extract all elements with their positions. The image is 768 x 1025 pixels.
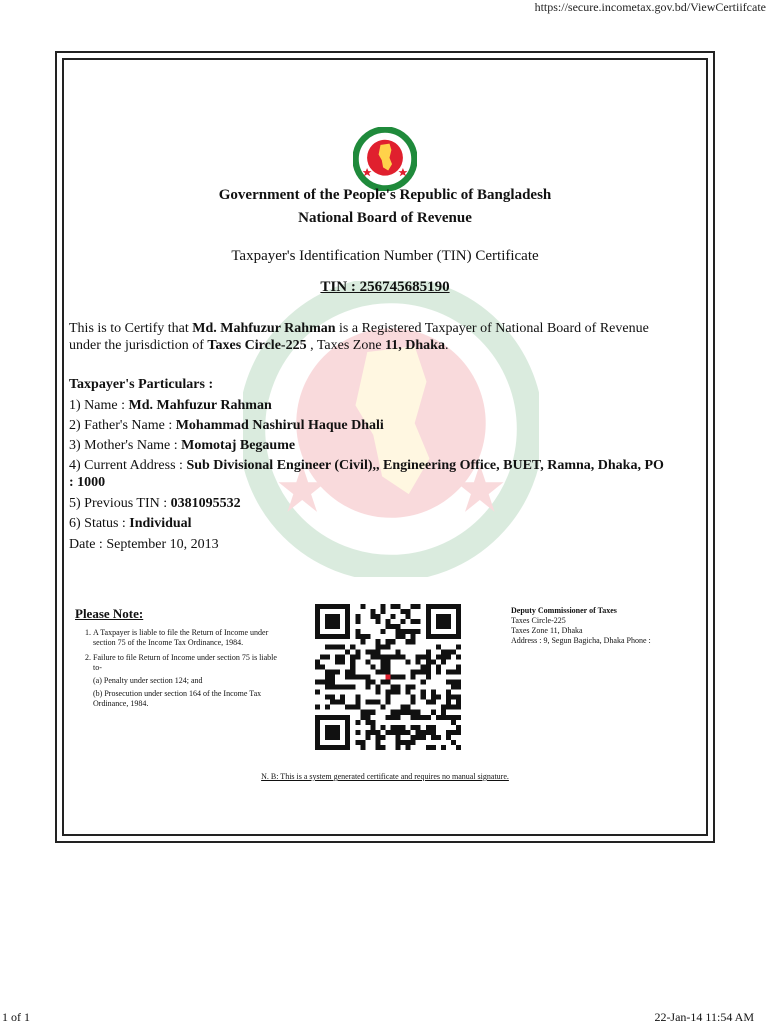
note-item-2a: (a) Penalty under section 124; and (93, 676, 203, 685)
certify-circle: Taxes Circle-225 (207, 338, 307, 353)
certify-zone: 11, Dhaka (385, 338, 445, 353)
certify-text-3: , Taxes Zone (306, 338, 386, 353)
prev-tin-label: 5) Previous TIN : (69, 496, 171, 511)
particular-father (69, 417, 669, 434)
note-heading: Please Note: (75, 606, 144, 621)
name-label: 1) Name : (69, 398, 129, 413)
mother-value: Momotaj Begaume (181, 438, 296, 453)
deputy-commissioner-block (511, 606, 701, 646)
particular-status (69, 515, 669, 532)
certification-statement (69, 320, 669, 354)
prev-tin-value: 0381095532 (170, 496, 241, 511)
name-value: Md. Mahfuzur Rahman (128, 398, 272, 413)
particular-mother (69, 437, 669, 454)
father-label: 2) Father's Name : (69, 418, 176, 433)
status-value: Individual (129, 516, 192, 531)
father-value: Mohammad Nashirul Haque Dhali (175, 418, 384, 433)
note-item-2b: (b) Prosecution under section 164 of the Income Tax Ordinance, 1984. (93, 689, 262, 708)
system-generated-note: N. B: This is a system generated certificate and requires no manual signature. (261, 772, 509, 781)
note-item-1: 1. A Taxpayer is liable to file the Return of Income under section 75 of the Income Tax Ordinance, 1984. (93, 628, 285, 648)
mother-label: 3) Mother's Name : (69, 438, 182, 453)
page-url: https://secure.incometax.gov.bd/ViewCertiifcate (534, 0, 766, 14)
print-datetime: 22-Jan-14 11:54 AM (654, 1010, 754, 1024)
certify-text: This is to Certify that (69, 321, 193, 336)
certify-text-2: is a Registered Taxpayer of National Board of Revenue under the jurisdiction of (69, 321, 649, 353)
certify-name: Md. Mahfuzur Rahman (192, 321, 336, 336)
deputy-circle: Taxes Circle-225 (511, 616, 566, 625)
header-nbr: National Board of Revenue (298, 210, 472, 226)
qr-code-icon (315, 604, 461, 750)
note-list (75, 628, 285, 709)
note-item-2-text: Failure to file Return of Income under section 75 is liable to- (93, 653, 277, 672)
header-government: Government of the People's Republic of Bangladesh (218, 187, 552, 203)
note-item-2 (93, 653, 285, 709)
certify-text-4: . (444, 338, 449, 353)
page-count: 1 of 1 (2, 1010, 30, 1024)
address-value: Sub Divisional Engineer (Civil),, Engineering Office, BUET, Ramna, Dhaka, PO : 1000 (69, 458, 664, 490)
particular-previous-tin (69, 495, 669, 512)
status-label: 6) Status : (69, 516, 130, 531)
tin-number: TIN : 256745685190 (320, 279, 450, 295)
particulars-heading: Taxpayer's Particulars : (69, 377, 214, 392)
deputy-title: Deputy Commissioner of Taxes (511, 606, 617, 615)
please-note-section (75, 606, 285, 714)
deputy-address: Address : 9, Segun Bagicha, Dhaka Phone : (511, 636, 651, 645)
certificate-frame (55, 51, 715, 843)
particular-name (69, 397, 669, 414)
deputy-zone: Taxes Zone 11, Dhaka (511, 626, 583, 635)
address-label: 4) Current Address : (69, 458, 187, 473)
government-emblem-icon (353, 127, 417, 191)
certificate-title: Taxpayer's Identification Number (TIN) Certificate (231, 248, 539, 264)
particular-address (69, 457, 669, 491)
issue-date: Date : September 10, 2013 (69, 537, 219, 552)
